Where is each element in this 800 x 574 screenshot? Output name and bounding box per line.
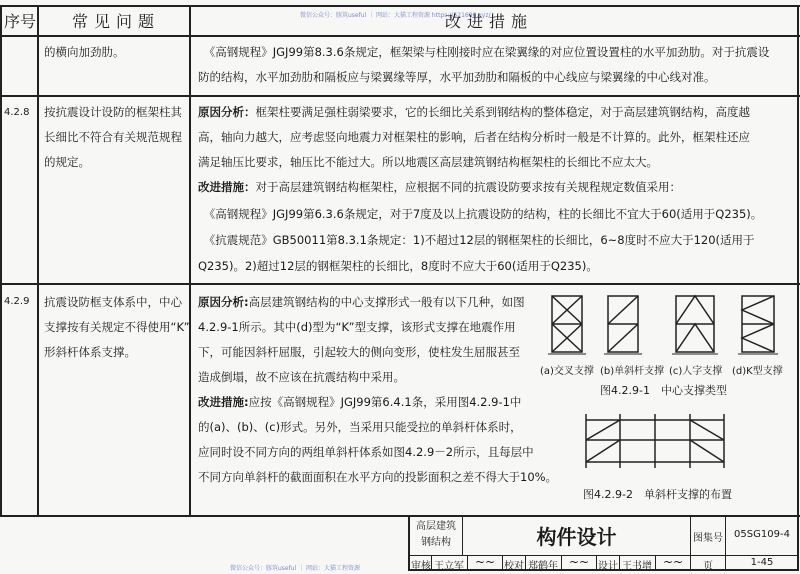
- figure-label: (d)K型支撑: [732, 366, 783, 377]
- fix-label: 改进措施：: [198, 180, 256, 194]
- problem-text: 形斜杆体系支撑。: [44, 345, 136, 359]
- measure-text: 《高钢规程》JGJ99第8.3.6条规定，框架梁与柱刚接时应在梁翼缘的对应位置设置柱的水平加劲肋。对于抗震设: [198, 45, 770, 59]
- category: 高层建筑钢结构: [416, 521, 456, 548]
- cause-text: 框架柱要满足强柱弱梁要求，它的长细比关系到钢结构的整体稳定，对于高层建筑钢结构，高度越: [255, 105, 750, 119]
- figure-caption: 图4.2.9-1 中心支撑类型: [600, 384, 727, 397]
- fix-text: 《抗震规范》GB50011第8.3.1条规定：1)不超过12层的钢框架柱的长细比，6~8度时不应大于120(适用于: [198, 233, 755, 247]
- atlas-label: 图集号: [693, 533, 723, 544]
- problem-text: 的横向加劲肋。: [44, 45, 125, 59]
- problem-text: 按抗震设计设防的框架柱其: [44, 105, 182, 119]
- check-label: 校对: [504, 561, 524, 572]
- fix-text: 《高钢规程》JGJ99第6.3.6条规定，对于7度及以上抗震设防的结构，柱的长细比不宜大于60(适用于Q235)。: [198, 207, 763, 221]
- problem-text: 支撑按有关规定不得使用“K”: [44, 320, 190, 334]
- measure-text: 防的结构，水平加劲肋和隔板应与梁翼缘等厚，水平加劲肋和隔板的中心线应与梁翼缘的中心线对准。: [198, 70, 716, 84]
- chevron-bracing-frame: [676, 296, 714, 352]
- fix-text: 应同时设不同方向的两组单斜杆体系如图4.2.9－2所示，且每层中: [198, 445, 534, 459]
- cause-text: 4.2.9-1所示。其中(d)型为“K”型支撑，该形式支撑在地震作用: [198, 320, 516, 334]
- problem-text: 的规定。: [44, 155, 90, 169]
- cause-text: 下，可能因斜杆屈服，引起较大的侧向变形，使柱发生屈服甚至: [198, 345, 520, 359]
- fix-text: Q235)。2)超过12层的钢框架柱的长细比，8度时不应大于60(适用于Q235)。: [198, 259, 598, 273]
- row-number: 4.2.9: [4, 296, 30, 307]
- watermark: 微信公众号：豚筑useful ｜ 网站：大猫工程资源: [230, 565, 361, 572]
- header-measure: 改进措施: [445, 12, 534, 31]
- header-no: 序号: [4, 12, 37, 31]
- review-label: 审核: [411, 561, 431, 572]
- reviewer-name: 王立军: [434, 561, 464, 572]
- reviewer-signature: ~~: [474, 555, 496, 569]
- cause-label: 原因分析:: [198, 295, 249, 309]
- k-bracing-frame: [742, 296, 774, 352]
- fix-text: 应按《高钢规程》JGJ99第6.4.1条，采用图4.2.9-1中: [248, 395, 522, 409]
- checker-signature: ~~: [568, 555, 590, 569]
- fix-label: 改进措施:: [198, 395, 249, 409]
- header-problem: 常见问题: [72, 12, 161, 31]
- bracing-types-figure: [540, 292, 800, 362]
- single-diagonal-frame: [608, 296, 638, 352]
- cause-text: 高，轴向力越大，应考虑竖向地震力对框架柱的影响，后者在结构分析时一般是不计算的。此外，框架柱还应: [198, 130, 750, 144]
- figure-label: (b)单斜杆支撑: [600, 366, 665, 377]
- checker-name: 郑鹤年: [528, 561, 558, 572]
- cause-label: 原因分析：: [198, 105, 256, 119]
- cross-bracing-frame: [552, 296, 582, 352]
- row-number: 4.2.8: [4, 107, 30, 118]
- problem-text: 长细比不符合有关规范规程: [44, 130, 182, 144]
- figure-label: (c)人字支撑: [669, 366, 723, 377]
- design-label: 设计: [598, 561, 618, 572]
- cause-text: 造成倒塌，故不应该在抗震结构中采用。: [198, 370, 405, 384]
- figure-caption: 图4.2.9-2 单斜杆支撑的布置: [583, 488, 732, 501]
- cause-text: 高层建筑钢结构的中心支撑形式一般有以下几种，如图: [248, 295, 525, 309]
- fix-text: 对于高层建筑钢结构框架柱，应根据不同的抗震设防要求按有关规程规定数值采用：: [255, 180, 681, 194]
- designer-signature: ~~: [662, 555, 684, 569]
- drawing-title: 构件设计: [536, 525, 617, 549]
- page-label: 页: [703, 561, 713, 572]
- cause-text: 满足轴压比要求，轴压比不能过大。所以地震区高层建筑钢结构框架柱的长细比不应太大。: [198, 155, 658, 169]
- fix-text: 的(a)、(b)、(c)形式。另外，当采用只能受拉的单斜杆体系时，: [198, 420, 522, 434]
- fix-text: 不同方向单斜杆的截面面积在水平方向的投影面积之差不得大于10%。: [198, 470, 558, 484]
- watermark: 微信公众号：豚筑useful ｜ 网站：大猫工程资源 https://521696.xyz/: [300, 12, 491, 19]
- designer-name: 王书增: [622, 561, 652, 572]
- problem-text: 抗震设防框支体系中，中心: [44, 295, 182, 309]
- single-diagonal-layout-figure: [580, 412, 730, 472]
- atlas-number: 05SG109-4: [734, 529, 790, 540]
- figure-label: (a)交叉支撑: [540, 366, 594, 377]
- page-number: 1-45: [750, 557, 774, 568]
